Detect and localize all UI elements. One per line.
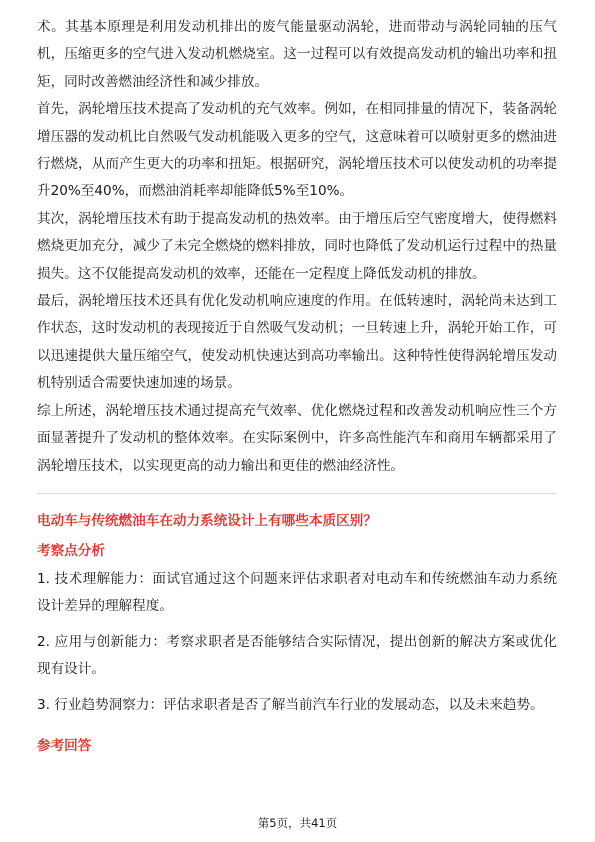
analysis-point: 2. 应用与创新能力：考察求职者是否能够结合实际情况，提出创新的解决方案或优化现有设计。 <box>37 633 557 678</box>
document-page <box>37 14 557 759</box>
body-paragraph: 其次，涡轮增压技术有助于提高发动机的热效率。由于增压后空气密度增大，使得燃料燃烧更加充分，减少了未完全燃烧的燃料排放，同时也降低了发动机运行过程中的热量损失。这不仅能提高发动机的效率，还能在一定程度上降低发动机的排放。 <box>37 210 557 282</box>
body-paragraph: 首先，涡轮增压技术提高了发动机的充气效率。例如，在相同排量的情况下，装备涡轮增压器的发动机比自然吸气发动机能吸入更多的空气，这意味着可以喷射更多的燃油进行燃烧，从而产生更大的功率和扭矩。根据研究，涡轮增压技术可以使发动机的功率提升20%至40%，而燃油消耗率却能降低5%至10%。 <box>37 101 557 200</box>
body-paragraph: 最后，涡轮增压技术还具有优化发动机响应速度的作用。在低转速时，涡轮尚未达到工作状态，这时发动机的表现接近于自然吸气发动机；一旦转速上升，涡轮开始工作，可以迅速提供大量压缩空气，使发动机快速达到高功率输出。这种特性使得涡轮增压发动机特别适合需要快速加速的场景。 <box>37 293 557 392</box>
analysis-point: 3. 行业趋势洞察力：评估求职者是否了解当前汽车行业的发展动态，以及未来趋势。 <box>37 696 544 713</box>
question-heading: 电动车与传统燃油车在动力系统设计上有哪些本质区别？ <box>37 512 377 529</box>
body-paragraph: 综上所述，涡轮增压技术通过提高充气效率、优化燃烧过程和改善发动机响应性三个方面显著提升了发动机的整体效率。在实际案例中，许多高性能汽车和商用车辆都采用了涡轮增压技术，以实现更高的动力输出和更佳的燃油经济性。 <box>37 402 557 474</box>
answer-heading: 参考回答 <box>37 737 92 754</box>
section-divider <box>37 493 557 494</box>
body-paragraph: 术。其基本原理是利用发动机排出的废气能量驱动涡轮，进而带动与涡轮同轴的压气机，压缩更多的空气进入发动机燃烧室。这一过程可以有效提高发动机的输出功率和扭矩，同时改善燃油经济性和减少排放。 <box>37 19 557 90</box>
page-number-footer: 第5页，共41页 <box>257 816 338 830</box>
analysis-point: 1. 技术理解能力：面试官通过这个问题来评估求职者对电动车和传统燃油车动力系统设计差异的理解程度。 <box>37 570 557 615</box>
analysis-heading: 考察点分析 <box>37 542 105 559</box>
